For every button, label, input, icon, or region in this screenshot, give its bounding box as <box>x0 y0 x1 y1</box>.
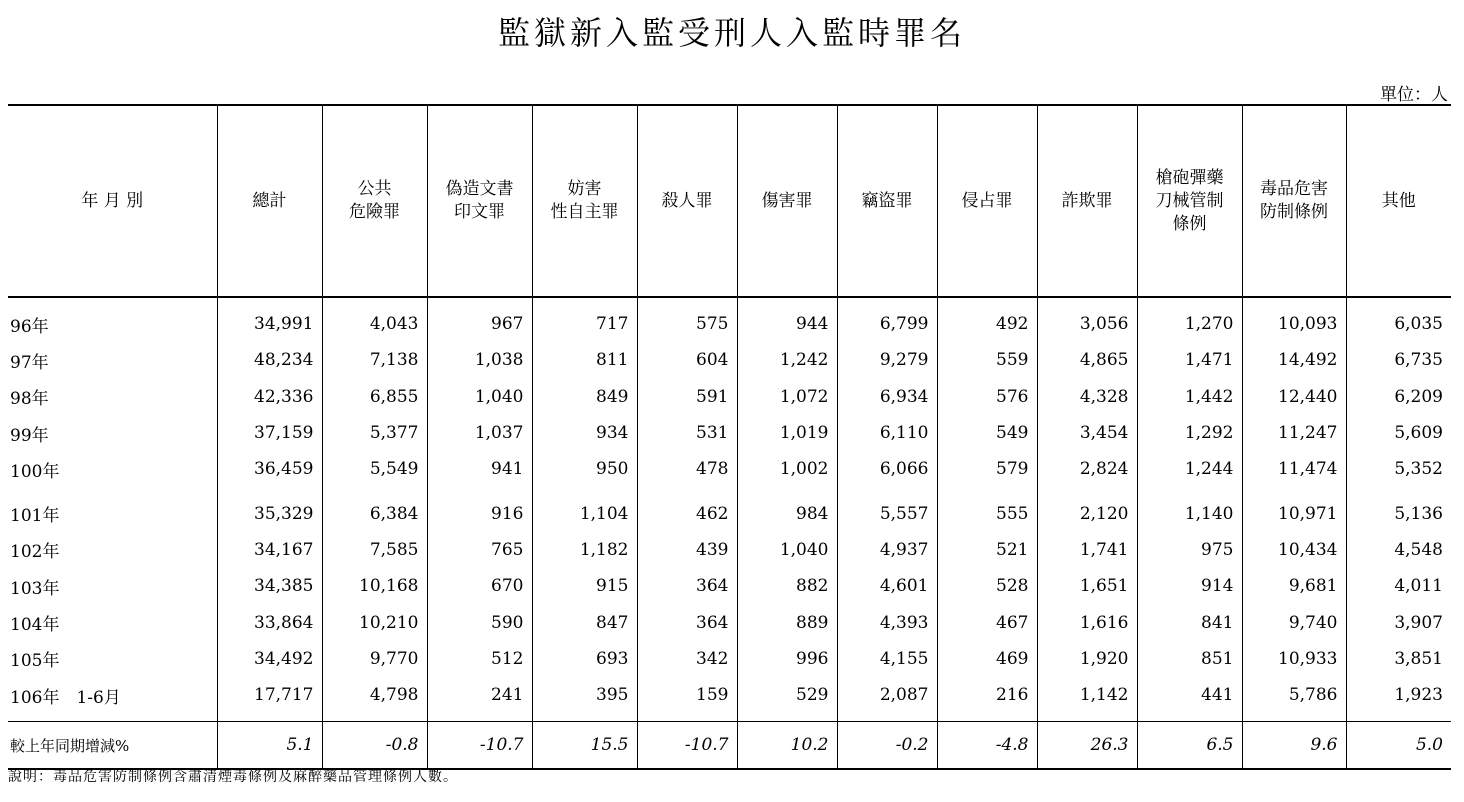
table-cell: 10,933 <box>1242 641 1346 677</box>
crime-table <box>8 104 1451 770</box>
table-cell: 15.5 <box>532 722 637 770</box>
table-cell: 3,851 <box>1346 641 1451 677</box>
unit-label: 單位：人 <box>1380 85 1448 105</box>
table-cell: 5,786 <box>1242 677 1346 713</box>
table-cell: 2,120 <box>1037 495 1137 531</box>
table-cell: 529 <box>737 677 837 713</box>
table-cell: 6,855 <box>322 379 427 415</box>
table-cell: 7,585 <box>322 532 427 568</box>
column-header-line: 偽造文書 <box>445 179 514 199</box>
column-header-line: 殺人罪 <box>661 190 713 211</box>
table-cell: 1,037 <box>427 415 532 451</box>
column-header <box>1346 105 1451 297</box>
table-cell: 851 <box>1137 641 1242 677</box>
row-label: 96年 <box>10 316 49 337</box>
table-row <box>8 415 1451 451</box>
row-label: 97年 <box>10 352 49 373</box>
table-cell: 1,019 <box>737 415 837 451</box>
row-label: 106年 1-6月 <box>10 687 121 708</box>
table-cell: 34,492 <box>217 641 322 677</box>
table-cell: 950 <box>532 451 637 487</box>
table-cell: 6,110 <box>837 415 937 451</box>
table-cell: 1,920 <box>1037 641 1137 677</box>
table-cell: 26.3 <box>1037 722 1137 770</box>
table-cell: 11,247 <box>1242 415 1346 451</box>
table-cell: 35,329 <box>217 495 322 531</box>
footnote: 說明：毒品危害防制條例含肅清煙毒條例及麻醉藥品管理條例人數。 <box>8 769 458 785</box>
table-cell: 5,609 <box>1346 415 1451 451</box>
table-row <box>8 532 1451 568</box>
table-cell: 996 <box>737 641 837 677</box>
header-row <box>8 105 1451 297</box>
table-cell: 469 <box>937 641 1037 677</box>
table-cell: 975 <box>1137 532 1242 568</box>
table-cell: 5,136 <box>1346 495 1451 531</box>
table-cell: 693 <box>532 641 637 677</box>
table-cell: 441 <box>1137 677 1242 713</box>
table-cell: 1,270 <box>1137 306 1242 342</box>
table-cell: 7,138 <box>322 342 427 378</box>
table-row <box>8 641 1451 677</box>
column-header <box>737 105 837 297</box>
table-cell: 1,923 <box>1346 677 1451 713</box>
table-cell: 37,159 <box>217 415 322 451</box>
table-cell: 882 <box>737 568 837 604</box>
spacer-row <box>8 713 1451 722</box>
row-label: 較上年同期增減% <box>8 722 217 770</box>
table-cell: 1,072 <box>737 379 837 415</box>
table-cell: 579 <box>937 451 1037 487</box>
table-cell: 3,907 <box>1346 604 1451 640</box>
column-header-line: 侵占罪 <box>961 190 1013 211</box>
column-header-line: 防制條例 <box>1260 202 1328 222</box>
column-header-line: 其他 <box>1381 190 1416 211</box>
table-row <box>8 379 1451 415</box>
column-header-line: 公共 <box>357 179 392 199</box>
table-row <box>8 604 1451 640</box>
row-label: 101年 <box>10 506 60 527</box>
table-cell: 6.5 <box>1137 722 1242 770</box>
page-title: 監獄新入監受刑人入監時罪名 <box>497 14 966 52</box>
column-header-line: 危險罪 <box>349 202 400 222</box>
table-cell: 48,234 <box>217 342 322 378</box>
column-header-line: 條例 <box>1172 213 1207 234</box>
table-cell: 1,292 <box>1137 415 1242 451</box>
table-cell: 576 <box>937 379 1037 415</box>
table-cell: -10.7 <box>637 722 737 770</box>
table-cell: 934 <box>532 415 637 451</box>
table-cell: 1,142 <box>1037 677 1137 713</box>
table-row <box>8 568 1451 604</box>
column-header <box>217 105 322 297</box>
column-header-line: 總計 <box>252 190 287 211</box>
table-cell: 1,104 <box>532 495 637 531</box>
table-cell: 478 <box>637 451 737 487</box>
table-cell: 811 <box>532 342 637 378</box>
row-label: 104年 <box>10 615 60 636</box>
table-cell: 916 <box>427 495 532 531</box>
table-cell: 967 <box>427 306 532 342</box>
table-cell: 364 <box>637 568 737 604</box>
column-header <box>1242 105 1346 297</box>
column-header-line: 詐欺罪 <box>1061 190 1113 211</box>
table-cell: 765 <box>427 532 532 568</box>
table-cell: 4,937 <box>837 532 937 568</box>
table-cell: 528 <box>937 568 1037 604</box>
table-cell: 6,066 <box>837 451 937 487</box>
table-cell: 12,440 <box>1242 379 1346 415</box>
table-cell: 6,384 <box>322 495 427 531</box>
row-label: 100年 <box>10 461 60 482</box>
table-cell: 1,741 <box>1037 532 1137 568</box>
table-cell: 462 <box>637 495 737 531</box>
table-cell: 34,167 <box>217 532 322 568</box>
table-cell: 717 <box>532 306 637 342</box>
table-cell: 5.0 <box>1346 722 1451 770</box>
table-cell: 5,377 <box>322 415 427 451</box>
table-cell: 4,601 <box>837 568 937 604</box>
table-cell: 492 <box>937 306 1037 342</box>
table-cell: 1,140 <box>1137 495 1242 531</box>
table-cell: 1,038 <box>427 342 532 378</box>
table-cell: 6,035 <box>1346 306 1451 342</box>
column-header <box>937 105 1037 297</box>
table-cell: 216 <box>937 677 1037 713</box>
table-cell: 4,011 <box>1346 568 1451 604</box>
table-cell: 9,740 <box>1242 604 1346 640</box>
table-cell: 575 <box>637 306 737 342</box>
table-cell: 9.6 <box>1242 722 1346 770</box>
table-cell: 34,991 <box>217 306 322 342</box>
table-cell: 9,279 <box>837 342 937 378</box>
column-header-line: 竊盜罪 <box>861 190 913 211</box>
table-cell: 3,454 <box>1037 415 1137 451</box>
column-header-line: 年 月 別 <box>81 190 144 211</box>
table-cell: 4,328 <box>1037 379 1137 415</box>
table-cell: 467 <box>937 604 1037 640</box>
table-cell: 847 <box>532 604 637 640</box>
table-cell: 11,474 <box>1242 451 1346 487</box>
table-cell: 4,798 <box>322 677 427 713</box>
table-cell: 1,182 <box>532 532 637 568</box>
table-cell: 342 <box>637 641 737 677</box>
table-cell: -10.7 <box>427 722 532 770</box>
table-cell: 6,735 <box>1346 342 1451 378</box>
table-cell: 590 <box>427 604 532 640</box>
table-cell: 9,681 <box>1242 568 1346 604</box>
table-cell: 1,242 <box>737 342 837 378</box>
column-header <box>8 105 217 297</box>
table-cell: 439 <box>637 532 737 568</box>
table-cell: 521 <box>937 532 1037 568</box>
table-cell: 17,717 <box>217 677 322 713</box>
table-cell: 3,056 <box>1037 306 1137 342</box>
table-cell: 159 <box>637 677 737 713</box>
spacer-row <box>8 487 1451 495</box>
table-cell: 10,210 <box>322 604 427 640</box>
row-label: 105年 <box>10 651 60 672</box>
table-cell: 555 <box>937 495 1037 531</box>
column-header <box>637 105 737 297</box>
table-cell: 1,616 <box>1037 604 1137 640</box>
table-cell: 364 <box>637 604 737 640</box>
table-cell: 6,934 <box>837 379 937 415</box>
column-header <box>1037 105 1137 297</box>
table-cell: 559 <box>937 342 1037 378</box>
table-cell: 4,393 <box>837 604 937 640</box>
table-cell: 10,434 <box>1242 532 1346 568</box>
table-cell: 6,209 <box>1346 379 1451 415</box>
table-cell: 4,865 <box>1037 342 1137 378</box>
column-header-line: 性自主罪 <box>550 202 619 222</box>
table-cell: 4,043 <box>322 306 427 342</box>
table-cell: 10.2 <box>737 722 837 770</box>
table-cell: 984 <box>737 495 837 531</box>
column-header-line: 槍砲彈藥 <box>1155 167 1224 188</box>
column-header-line: 毒品危害 <box>1260 179 1328 199</box>
row-label: 99年 <box>10 425 49 446</box>
column-header <box>532 105 637 297</box>
table-row <box>8 451 1451 487</box>
table-cell: 5.1 <box>217 722 322 770</box>
spacer-row <box>8 297 1451 306</box>
table-cell: 14,492 <box>1242 342 1346 378</box>
table-cell: 549 <box>937 415 1037 451</box>
table-cell: 1,040 <box>737 532 837 568</box>
table-cell: 670 <box>427 568 532 604</box>
table-cell: 5,549 <box>322 451 427 487</box>
table-row <box>8 495 1451 531</box>
column-header <box>837 105 937 297</box>
table-cell: 5,557 <box>837 495 937 531</box>
column-header <box>322 105 427 297</box>
table-cell: 591 <box>637 379 737 415</box>
table-cell: 1,040 <box>427 379 532 415</box>
table-cell: 849 <box>532 379 637 415</box>
table-cell: 2,087 <box>837 677 937 713</box>
table-cell: -0.8 <box>322 722 427 770</box>
table-cell: 944 <box>737 306 837 342</box>
table-cell: 10,971 <box>1242 495 1346 531</box>
column-header-line: 傷害罪 <box>761 190 813 211</box>
table-cell: -4.8 <box>937 722 1037 770</box>
row-label: 98年 <box>10 389 49 410</box>
table-cell: 1,442 <box>1137 379 1242 415</box>
table-cell: 36,459 <box>217 451 322 487</box>
table-cell: 9,770 <box>322 641 427 677</box>
column-header <box>427 105 532 297</box>
column-header-line: 刀械管制 <box>1155 190 1224 211</box>
column-header-line: 印文罪 <box>454 202 505 222</box>
table-cell: 1,002 <box>737 451 837 487</box>
table-cell: 42,336 <box>217 379 322 415</box>
table-cell: 914 <box>1137 568 1242 604</box>
column-header-line: 妨害 <box>567 179 602 199</box>
table-cell: 6,799 <box>837 306 937 342</box>
table-cell: 395 <box>532 677 637 713</box>
table-cell: 2,824 <box>1037 451 1137 487</box>
table-cell: 10,168 <box>322 568 427 604</box>
table-cell: 33,864 <box>217 604 322 640</box>
table-row <box>8 677 1451 713</box>
table-cell: 841 <box>1137 604 1242 640</box>
table-cell: 34,385 <box>217 568 322 604</box>
table-row <box>8 306 1451 342</box>
row-label: 103年 <box>10 578 60 599</box>
table-cell: 531 <box>637 415 737 451</box>
table-cell: 1,471 <box>1137 342 1242 378</box>
table-cell: 512 <box>427 641 532 677</box>
table-cell: -0.2 <box>837 722 937 770</box>
table-cell: 10,093 <box>1242 306 1346 342</box>
table-cell: 1,651 <box>1037 568 1137 604</box>
table-cell: 941 <box>427 451 532 487</box>
row-label: 102年 <box>10 542 60 563</box>
table-cell: 5,352 <box>1346 451 1451 487</box>
table-cell: 604 <box>637 342 737 378</box>
table-cell: 241 <box>427 677 532 713</box>
column-header <box>1137 105 1242 297</box>
table-cell: 889 <box>737 604 837 640</box>
percent-change-row <box>8 722 1451 770</box>
table-row <box>8 342 1451 378</box>
table-cell: 4,155 <box>837 641 937 677</box>
table-cell: 4,548 <box>1346 532 1451 568</box>
table-cell: 1,244 <box>1137 451 1242 487</box>
table-cell: 915 <box>532 568 637 604</box>
